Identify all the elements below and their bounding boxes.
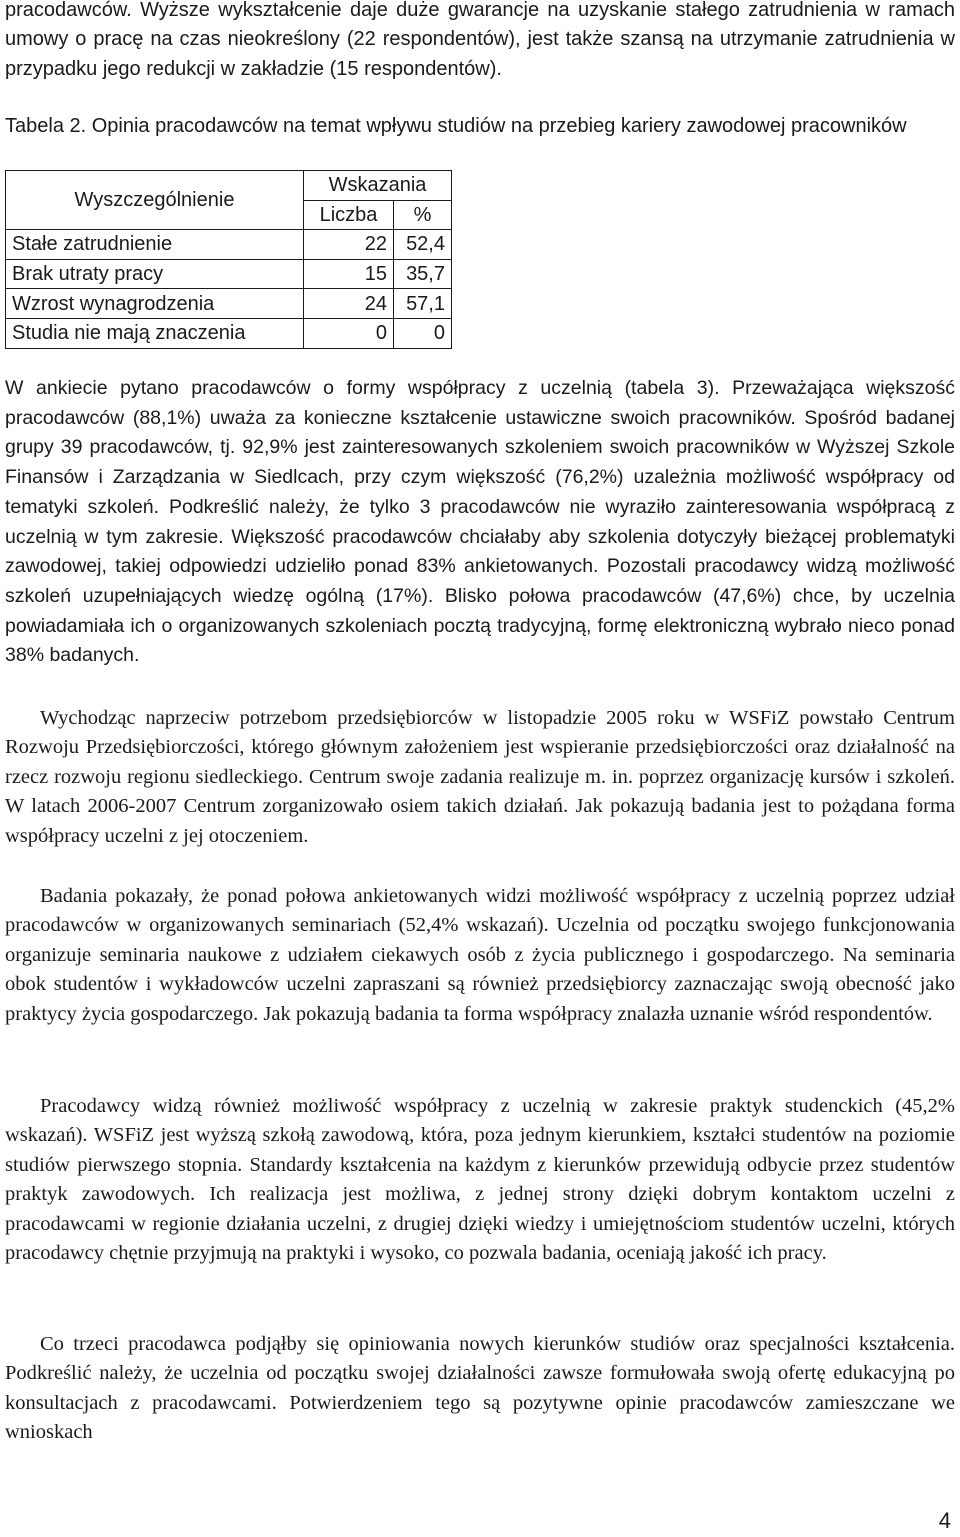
intro-paragraph: pracodawców. Wyższe wykształcenie daje duże gwarancje na uzyskanie stałego zatrudnienia w ramach umowy o pracę na czas nieokreślony (22 respondentów), jest także szansą na utrzymanie zatrudnienia w przypadku jego redukcji w zakładzie (15 respondentów).: [5, 0, 955, 80]
paragraph-entrepreneurship-centre: Wychodząc naprzeciw potrzebom przedsiębiorców w listopadzie 2005 roku w WSFiZ powstało Centrum Rozwoju Przedsiębiorczości, którego głównym założeniem jest wspieranie przedsiębiorczości oraz działalność na rzecz rozwoju regionu siedleckiego. Centrum swoje zadania realizuje m. in. poprzez organizację kursów i szkoleń. W latach 2006-2007 Centrum zorganizowało osiem takich działań. Jak pokazują badania jest to pożądana forma współpracy uczelni z jej otoczeniem.: [5, 707, 955, 847]
row-count: 22: [304, 230, 394, 260]
paragraph-seminars: Badania pokazały, że ponad połowa ankietowanych widzi możliwość współpracy z uczelnią poprzez udział pracodawców w organizowanych seminariach (52,4% wskazań). Uczelnia od początku swojego funkcjonowania organizuje seminaria naukowe z udziałem ciekawych osób z życia publicznego i gospodarczego. Na seminaria obok studentów i wykładowców uczelni zapraszani są również przedsiębiorcy zaznaczając swoją obecność jako praktycy życia gospodarczego. Jak pokazują badania ta forma współpracy znalazła uznanie wśród respondentów.: [5, 885, 955, 1025]
header-wskazania: Wskazania: [304, 171, 452, 201]
header-wyszczegolnienie: Wyszczególnienie: [6, 171, 304, 230]
paragraph-internships: Pracodawcy widzą również możliwość współpracy z uczelnią w zakresie praktyk studenckich (45,2% wskazań). WSFiZ jest wyższą szkołą zawodową, która, poza jednym kierunkiem, kształci studentów na poziomie studiów pierwszego stopnia. Standardy kształcenia na każdym z kierunków przewidują odbycie przez studentów praktyk zawodowych. Ich realizacja jest możliwa, z jednej strony dzięki dobrym kontaktom uczelni z pracodawcami w regionie działania uczelni, z drugiej dzięki wiedzy i umiejętnościom studentów uczelni, których pracodawcy chętnie przyjmują na praktyki i wysoko, co pozwala badania, oceniają jakość ich pracy.: [5, 1095, 955, 1265]
header-liczba: Liczba: [304, 200, 394, 230]
paragraph-forms-of-cooperation: W ankiecie pytano pracodawców o formy współpracy z uczelnią (tabela 3). Przeważająca większość pracodawców (88,1%) uważa za konieczne kształcenie ustawiczne swoich pracowników. Spośród badanej grupy 39 pracodawców, tj. 92,9% jest zainteresowanych szkoleniem swoich pracowników w Wyższej Szkole Finansów i Zarządzania w Siedlcach, przy czym większość (76,2%) uzależnia możliwość współpracy od tematyki szkoleń. Podkreślić należy, że tylko 3 pracodawców nie wyraziło zainteresowania współpracą z uczelnią w tym zakresie. Większość pracodawców chciałaby aby szkolenia dotyczyły bieżącej problematyki zawodowej, takiej odpowiedzi udzieliło ponad 83% ankietowanych. Pozostali pracodawcy widzą możliwość szkoleń uzupełniających wiedzę ogólną (17%). Blisko połowa pracodawców (47,6%) chce, by uczelnia powiadamiała ich o organizowanych szkoleniach pocztą tradycyjną, formę elektroniczną wybrało nieco ponad 38% badanych.: [5, 377, 955, 667]
table-row: [6, 318, 452, 348]
table-caption: Tabela 2. Opinia pracodawców na temat wpływu studiów na przebieg kariery zawodowej pracowników: [5, 115, 907, 137]
table-row: [6, 230, 452, 260]
row-count: 0: [304, 318, 394, 348]
row-count: 15: [304, 259, 394, 289]
page-number: 4: [938, 1508, 951, 1533]
row-percent: 52,4: [394, 230, 452, 260]
table-row: [6, 259, 452, 289]
table-header-row: [6, 171, 452, 201]
row-label: Brak utraty pracy: [6, 259, 304, 289]
table-row: [6, 289, 452, 319]
header-percent: %: [394, 200, 452, 230]
row-count: 24: [304, 289, 394, 319]
row-label: Wzrost wynagrodzenia: [6, 289, 304, 319]
row-percent: 35,7: [394, 259, 452, 289]
row-label: Studia nie mają znaczenia: [6, 318, 304, 348]
row-percent: 0: [394, 318, 452, 348]
row-label: Stałe zatrudnienie: [6, 230, 304, 260]
paragraph-new-programmes: Co trzeci pracodawca podjąłby się opiniowania nowych kierunków studiów oraz specjalności kształcenia. Podkreślić należy, że uczelnia od początku swojej działalności zawsze formułowała swoją ofertę edukacyjną po konsultacjach z pracodawcami. Potwierdzeniem tego są pozytywne opinie pracodawców zamieszczane we wnioskach: [5, 1333, 955, 1444]
table-2: [5, 170, 452, 349]
row-percent: 57,1: [394, 289, 452, 319]
